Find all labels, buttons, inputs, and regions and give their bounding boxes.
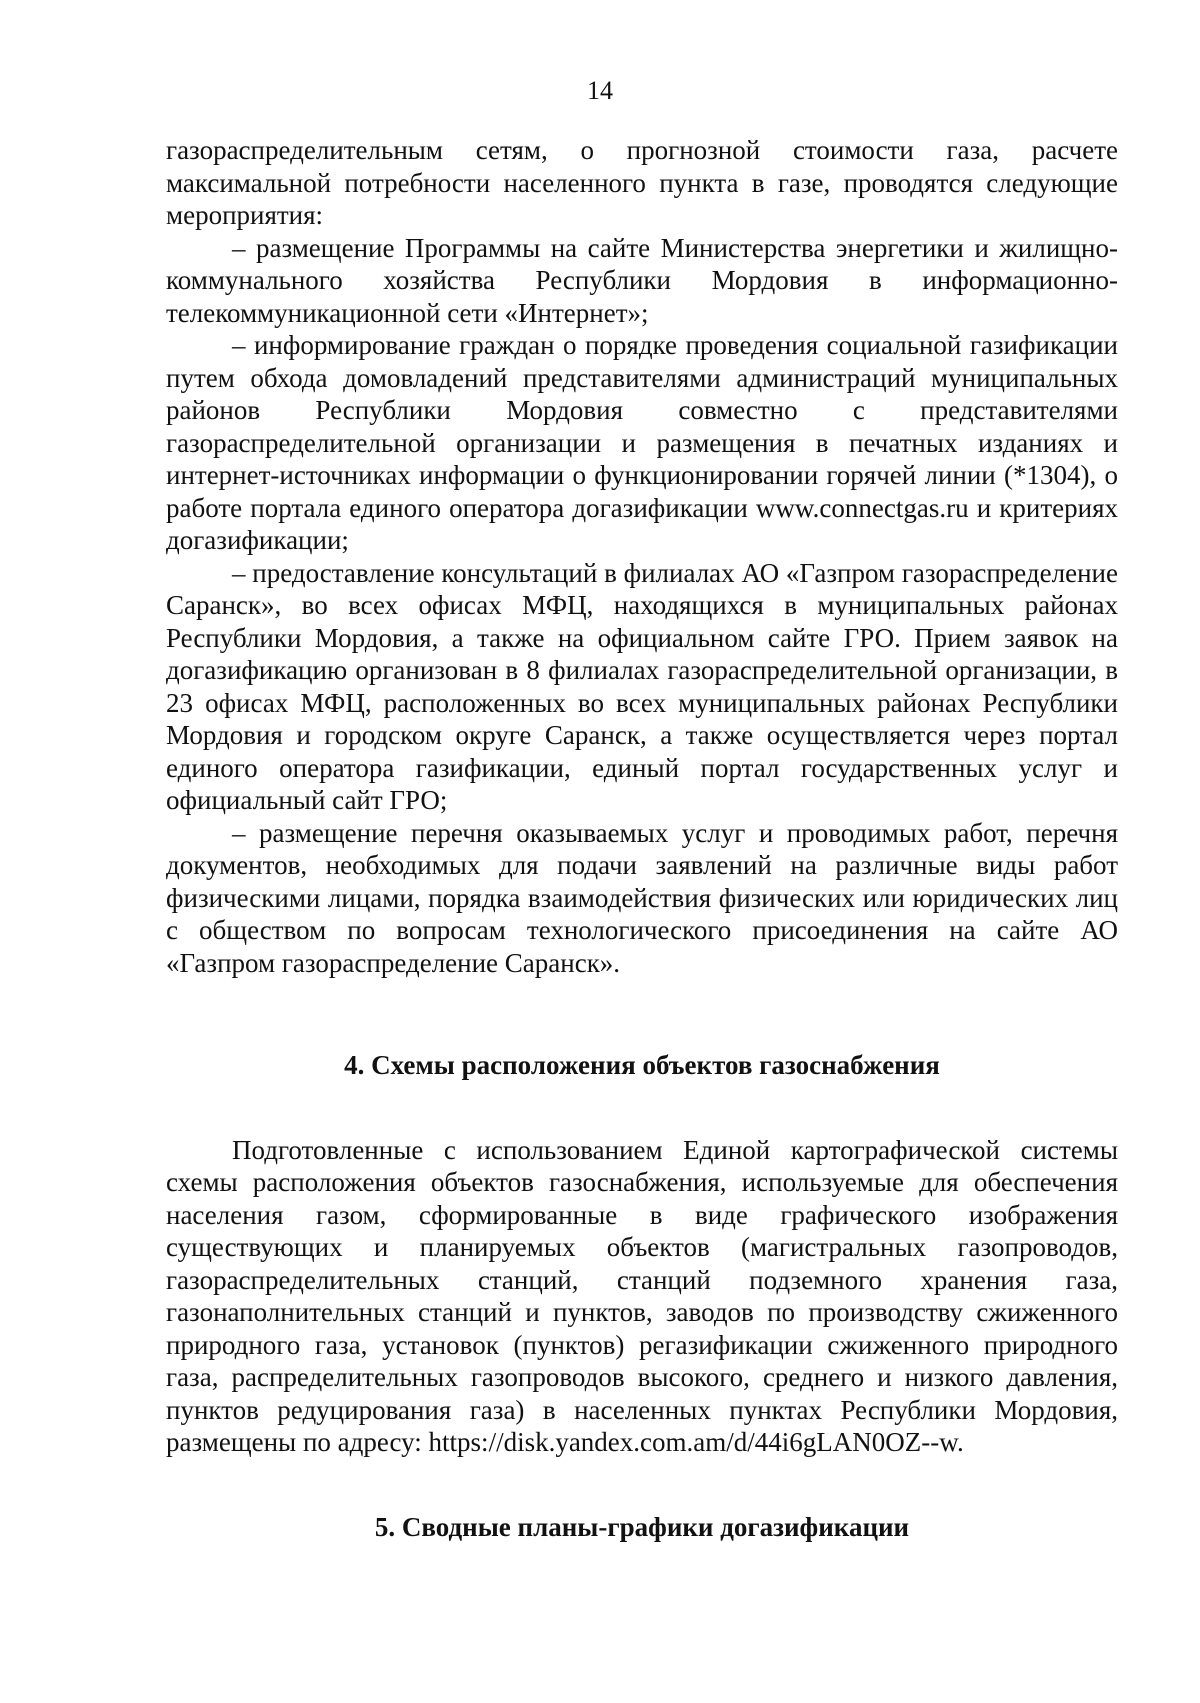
- document-body: [166, 134, 1118, 1543]
- list-item-consultations: – предоставление консультаций в филиалах АО «Газпром газораспределение Саранск», во всех офисах МФЦ, находящихся в муниципальных районах Республики Мордовия, а также на официальном сайте ГРО. Прием заявок на догазификацию организован в 8 филиалах газораспределительной организации, в 23 офисах МФЦ, расположенных во всех муниципальных районах Республики Мордовия и городском округе Саранск, а также осуществляется через портал единого оператора газификации, единый портал государственных услуг и официальный сайт ГРО;: [166, 557, 1118, 815]
- section-4-heading: 4. Схемы расположения объектов газоснабжения: [344, 1050, 940, 1080]
- paragraph-continuation: газораспределительным сетям, о прогнозной стоимости газа, расчете максимальной потребности населенного пункта в газе, проводятся следующие мероприятия:: [166, 135, 1118, 230]
- list-item-program-placement: – размещение Программы на сайте Министерства энергетики и жилищно-коммунального хозяйства Республики Мордовия в информационно-телекоммуникационной сети «Интернет»;: [166, 232, 1118, 328]
- page-number: 14: [587, 76, 613, 105]
- list-item-citizen-informing: – информирование граждан о порядке проведения социальной газификации путем обхода домовладений представителями администраций муниципальных районов Республики Мордовия совместно с представителями газораспределительной организации и размещения в печатных изданиях и интернет-источниках информации о функционировании горячей линии (*1304), о работе портала единого оператора догазификации www.connectgas.ru и критериях догазификации;: [166, 330, 1118, 555]
- list-item-services-list: – размещение перечня оказываемых услуг и проводимых работ, перечня документов, необходимых для подачи заявлений на различные виды работ физическими лицами, порядка взаимодействия физических или юридических лиц с обществом по вопросам технологического присоединения на сайте АО «Газпром газораспределение Саранск».: [166, 817, 1118, 978]
- section-5-heading: 5. Сводные планы-графики догазификации: [374, 1511, 910, 1542]
- section-4-paragraph: Подготовленные с использованием Единой картографической системы схемы расположения объектов газоснабжения, используемые для обеспечения населения газом, сформированные в виде графического изображения существующих и планируемых объектов (магистральных газопроводов, газораспределительных станций, станций подземного хранения газа, газонаполнительных станций и пунктов, заводов по производству сжиженного природного газа, установок (пунктов) регазификации сжиженного природного газа, распределительных газопроводов высокого, среднего и низкого давления, пунктов редуцирования газа) в населенных пунктах Республики Мордовия, размещены по адресу: https://disk.yandex.com.am/d/44i6gLAN0OZ--w.: [166, 1134, 1118, 1457]
